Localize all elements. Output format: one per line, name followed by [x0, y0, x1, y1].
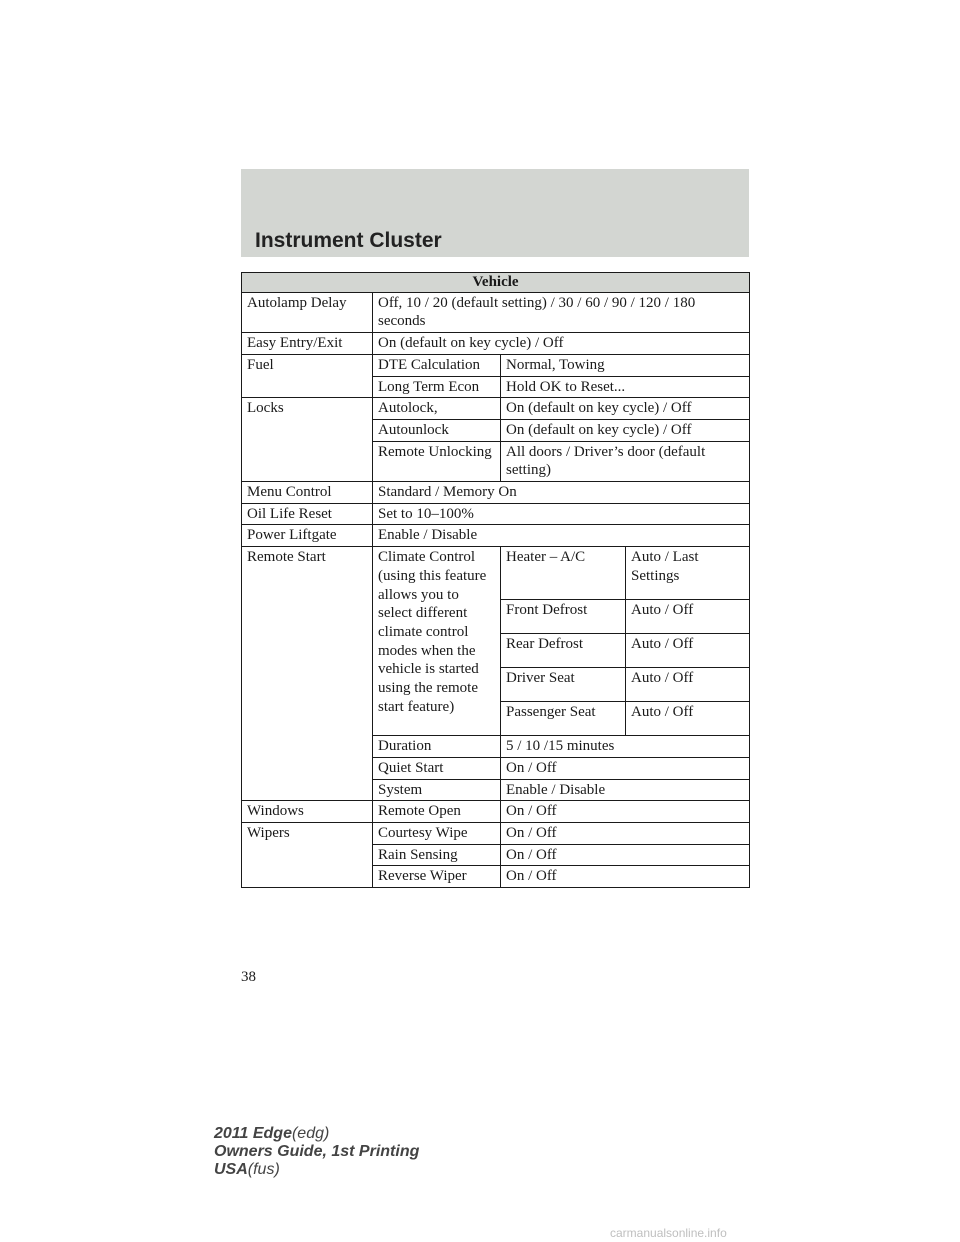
row-label-fuel: Fuel [242, 354, 373, 397]
sub-value: Auto / Off [626, 702, 750, 736]
sub-label: Duration [373, 736, 501, 758]
section-header-band [241, 169, 749, 257]
footer-edition: Owners Guide, 1st Printing [214, 1143, 420, 1160]
table-row [242, 503, 750, 525]
footer-model: 2011 Edge [214, 1125, 292, 1142]
row-value-power-liftgate: Enable / Disable [373, 525, 750, 547]
print-footer [214, 1125, 419, 1179]
row-label-windows: Windows [242, 801, 373, 823]
sub-label: Remote Unlocking [373, 441, 501, 481]
sub-label: Front Defrost [501, 600, 626, 634]
row-value-autolamp-delay: Off, 10 / 20 (default setting) / 30 / 60 / 90 / 120 / 180 seconds [373, 292, 750, 332]
page-number: 38 [241, 969, 256, 985]
row-label-wipers: Wipers [242, 822, 373, 887]
row-value-oil-life: Set to 10–100% [373, 503, 750, 525]
table-row [242, 801, 750, 823]
row-value-menu-control: Standard / Memory On [373, 482, 750, 504]
table-row [242, 354, 750, 376]
sub-label: Long Term Econ [373, 376, 501, 398]
footer-line-1 [214, 1125, 419, 1143]
sub-value: On (default on key cycle) / Off [501, 398, 750, 420]
table-row [242, 292, 750, 332]
sub-label: Driver Seat [501, 668, 626, 702]
sub-value: On / Off [501, 844, 750, 866]
row-label-locks: Locks [242, 398, 373, 482]
sub-value: 5 / 10 /15 minutes [501, 736, 750, 758]
sub-value: Auto / Last Settings [626, 547, 750, 600]
row-value-easy-entry: On (default on key cycle) / Off [373, 333, 750, 355]
sub-value: On (default on key cycle) / Off [501, 419, 750, 441]
row-label-autolamp-delay: Autolamp Delay [242, 292, 373, 332]
footer-line-3 [214, 1161, 419, 1179]
sub-value: All doors / Driver’s door (default setting) [501, 441, 750, 481]
table-row [242, 333, 750, 355]
table-row [242, 525, 750, 547]
table-header-row [242, 273, 750, 293]
table-row [242, 822, 750, 844]
sub-label: Quiet Start [373, 757, 501, 779]
sub-value: Enable / Disable [501, 779, 750, 801]
row-label-easy-entry: Easy Entry/Exit [242, 333, 373, 355]
sub-label: Rear Defrost [501, 634, 626, 668]
sub-label: DTE Calculation [373, 354, 501, 376]
row-label-menu-control: Menu Control [242, 482, 373, 504]
footer-model-code: (edg) [291, 1125, 330, 1142]
sub-label: Remote Open [373, 801, 501, 823]
sub-label: Rain Sensing [373, 844, 501, 866]
vehicle-settings-table [241, 272, 750, 888]
footer-market: USA [214, 1161, 248, 1178]
sub-value: On / Off [501, 866, 750, 888]
footer-line-2 [214, 1143, 419, 1161]
sub-label: Courtesy Wipe [373, 822, 501, 844]
table-heading: Vehicle [242, 273, 750, 293]
sub-value: Hold OK to Reset... [501, 376, 750, 398]
sub-label: Autounlock [373, 419, 501, 441]
row-label-power-liftgate: Power Liftgate [242, 525, 373, 547]
watermark: carmanualsonline.info [610, 1226, 727, 1240]
footer-market-code: (fus) [247, 1161, 280, 1178]
section-title: Instrument Cluster [255, 229, 442, 252]
sub-label: Autolock, [373, 398, 501, 420]
sub-value: On / Off [501, 801, 750, 823]
sub-label: Reverse Wiper [373, 866, 501, 888]
sub-label: System [373, 779, 501, 801]
row-label-remote-start: Remote Start [242, 547, 373, 801]
table-row [242, 398, 750, 420]
row-label-oil-life: Oil Life Reset [242, 503, 373, 525]
table-row [242, 547, 750, 600]
sub-label: Passenger Seat [501, 702, 626, 736]
sub-value: On / Off [501, 757, 750, 779]
climate-control-label: Climate Control (using this feature allows you to select different climate control modes when the vehicle is started using the remote start feature) [373, 547, 501, 736]
sub-label: Heater – A/C [501, 547, 626, 600]
sub-value: On / Off [501, 822, 750, 844]
table-row [242, 482, 750, 504]
sub-value: Normal, Towing [501, 354, 750, 376]
sub-value: Auto / Off [626, 600, 750, 634]
sub-value: Auto / Off [626, 634, 750, 668]
sub-value: Auto / Off [626, 668, 750, 702]
